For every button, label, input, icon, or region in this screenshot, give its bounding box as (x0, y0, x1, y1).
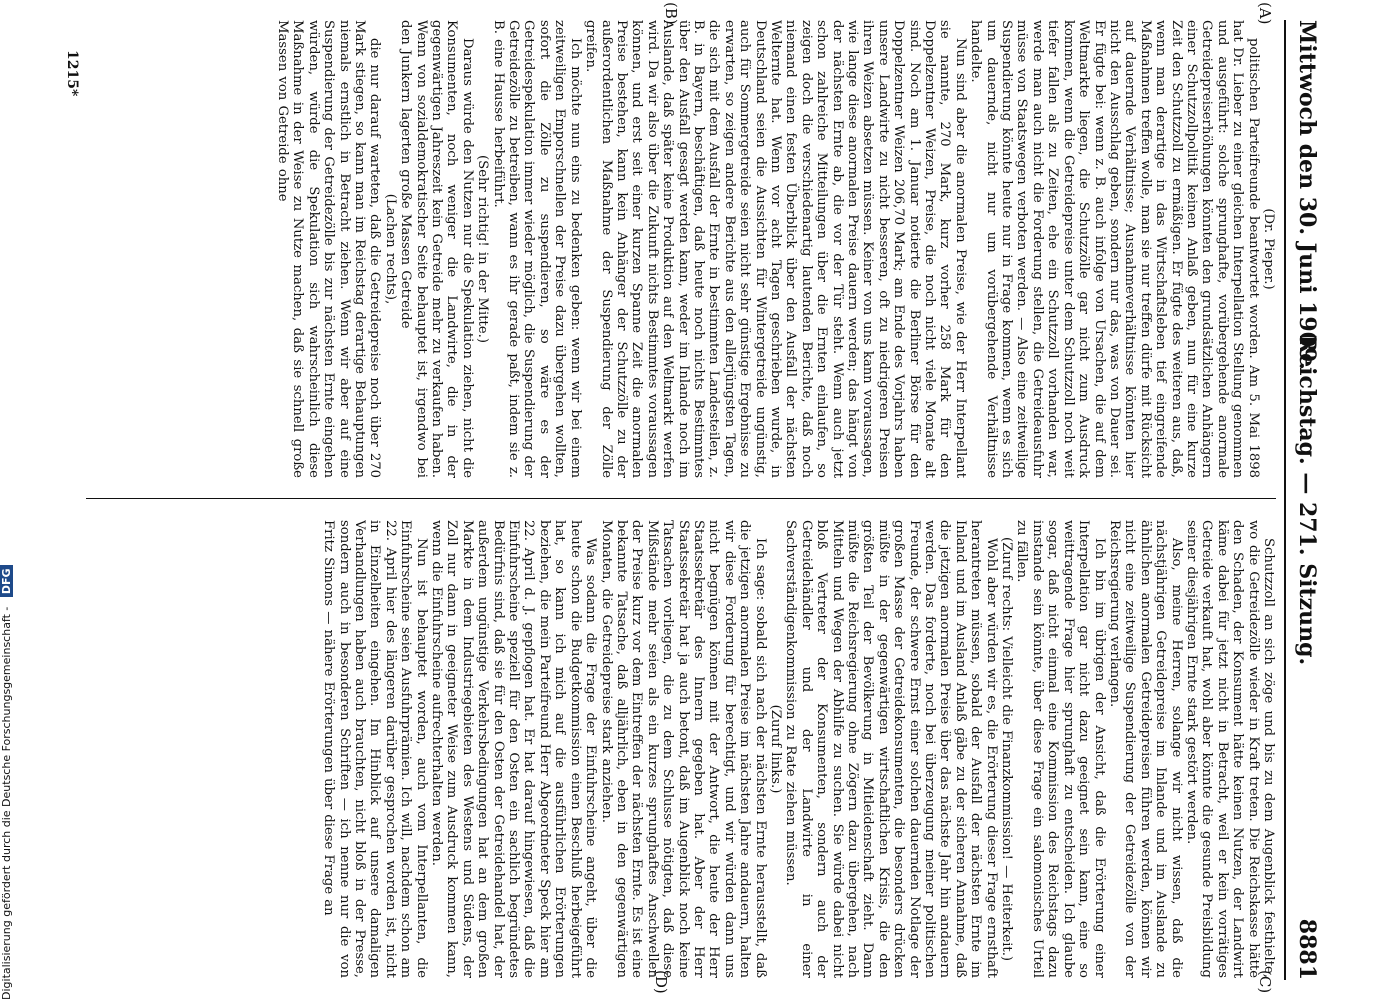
right-paragraph: Ich bin im übrigen der Ansicht, daß die Erörterung einer Interpellation gar nicht dazu geeignet sein kann, eine so weittragende Frage hier sprunghaft zu entscheiden. Ich glaube sogar, daß nicht einmal eine Kommission des Reichstags dazu imstande sein könnte, über diese Frage ein salomonisches Urteil zu fällen. (1014, 520, 1107, 978)
right-interjection: (Zuruf rechts: Vielleicht die Finanzkommission! — Heiterkeit.) (999, 536, 1015, 962)
page-header (1286, 20, 1320, 980)
speaker-note: (Dr. Pieper.) (1261, 208, 1276, 290)
column-divider (86, 498, 1276, 499)
right-paragraph: Schutzzoll an sich zöge und bis zu dem Augenblick festhielte, wo die Getreidezölle wieder in Kraft treten. Die Reichskasse hätte den Schaden, der Konsument hätte keinen Nutzen, der Landwirt käme dabei für jetzt nicht in Betracht, weil er kein vorrätiges Getreide verkauft hat, wohl aber könnte die gesunde Preisbildung seiner diesjährigen Ernte stark gestört werden. (1183, 520, 1276, 978)
right-paragraph: Also, meine Herren, solange wir nicht wissen, daß die nächstjährigen Getreidepreise im Inlande und im Auslande zu ähnlichen anormalen Getreidepreisen führen werden, können wir nicht eine zeitweilige Suspendierung der Getreidezölle von der Reichsregierung verlangen. (1106, 520, 1184, 978)
header-title: Reichstag. — 271. Sitzung. (1294, 334, 1320, 666)
margin-letter-c: (C) (1256, 970, 1274, 994)
header-page-number: 8881 (1294, 918, 1320, 980)
left-interjection: (Lachen rechts), (382, 193, 398, 305)
left-paragraph: politischen Parteifreunde beantwortet worden. Am 5. Mai 1898 hat Dr. Lieber zu einer gleichen Interpellation Stellung genommen und ausgeführt: solche sprunghafte, vorübergehende anormale Getreidepreiserhöhungen könnten den grundsätzlichen Anhängern einer Schutzzollpolitik keinen Anlaß geben, nun für eine kurze Zeit den Schutzzoll zu ermäßigen. Er fügte des weiteren aus, daß, wenn man derartige in das Wirtschaftsleben tief eingreifende Maßnahmen treffen wolle, man sie nur treffen dürfe mit Rücksicht auf dauernde Verhältnisse; Ausnahmeverhältnisse könnten hier nicht den Ausschlag geben, sondern nur das, was von Dauer sei. Er fügte bei: wenn z. B. auch infolge von Ursachen, die auf dem Weltmarkte liegen, die Schutzzölle gar nicht zum Ausdruck kommen, wenn die Getreidepreise unter dem Schutzzoll noch weit tiefer fallen als zu Zeiten, ehe ein Schutzzoll vorhanden war, werde man auch nicht die Forderung stellen, die Getreideausfuhr müsse von Staatswegen verboten werden. — Also eine zeitweilige Suspendierung könnte heute nur in Frage kommen, wenn es sich um dauernde, nicht nur um vorübergehende Verhältnisse handelte. (968, 20, 1261, 478)
margin-letter-a: (A) (1256, 2, 1274, 25)
digitization-note (0, 0, 18, 1000)
right-paragraph: Ich sage: sobald sich nach der nächsten Ernte herausstellt, daß die jetzigen anormalen Preise im nächsten Jahre andauern, halten wir diese Forderung für berechtigt, und wir würden dann uns nicht begnügen können mit der Antwort, die heute der Herr Staatssekretär des Innern gegeben hat. Aber der Herr Staatssekretär hat ja auch betont, daß im Augenblick noch keine Tatsachen vorliegen, die zu dem Schlusse nötigten, daß diese Mißstände mehr seien als ein kurzes sprunghaftes Anschwellen der Preise kurz vor dem Eintreffen der nächsten Ernte. Es ist eine bekannte Tatsache, daß alljährlich, eben in den gegenwärtigen Monaten, die Getreidepreise stark anziehen. (598, 520, 768, 978)
left-paragraph: Nun sind aber die anormalen Preise, wie der Herr Interpellant sie nannte, 270 Mark, kurz vorher 258 Mark für den Doppelzentner Weizen, Preise, die noch nicht viele Monate alt sind. Noch am 1. Januar notierte die Berliner Börse für den Doppelzentner Weizen 206,70 Mark; am Ende des Vorjahrs haben unsere Landwirte zu nicht besseren, oft zu niedrigeren Preisen ihren Weizen absetzen müssen. Keiner von uns kann voraussagen, wie lange diese anormalen Preise dauern werden; das hängt von der nächsten Ernte ab, die vor der Tür steht. Wenn auch jetzt schon zahlreiche Mitteilungen über die Ernten einlaufen, so zeigen doch die verschiedenartig lautenden Berichte, daß noch niemand einen festen Überblick über den Ausfall der nächsten Welternte hat. Wenn vor acht Tagen geschrieben wurde, in Deutschland seien die Aussichten für Wintergetreide ungünstig, auch für Sommergetreide seien nicht sehr günstige Ergebnisse zu erwarten, so zeigen andere Berichte aus den allerjüngsten Tagen, die sich mit dem Ausfall der Ernte in bestimmten Landesteilen, z. B. in Bayern, beschäftigen, daß heute noch nichts Bestimmtes über den Ausfall gesagt werden kann, weder im Inlande noch im Auslande, daß später keine Produktion auf den Weltmarkt werfen wird. Da wir also über die Zukunft nichts Bestimmtes voraussagen können, und erst seit einer kurzen Spanne Zeit die anormalen Preise bestehen, kann kein Anhänger der Schutzzölle zu der außerordentlichen Maßnahme der Suspendierung der Zölle greifen. (583, 20, 968, 478)
right-paragraph: Was sodann die Frage der Einfuhrscheine angeht, über die heute schon die Budgetkommission einen Beschluß herbeigeführt hat, so kann ich mich auf die ausführlichen Erörterungen beziehen, die mein Parteifreund Herr Abgeordneter Speck hier am 22. April d. J. gepflogen hat. Er hat darauf hingewiesen, daß die Einfuhrscheine speziell für den Osten ein sachlich begründetes Bedürfnis sind, daß sie für den Osten der Getreidehandel hat, der außerdem ungünstige Verkehrsbedingungen hat an dem großen Markte in dem Industriegebieten des Westens und Südens, der Zoll nur dann in geeigneter Weise zum Ausdruck kommen kann, wenn die Einfuhrscheine aufrechterhalten werden. (429, 520, 599, 978)
left-column (96, 20, 1276, 478)
header-date: Mittwoch den 30. Juni 1909. (1294, 20, 1320, 370)
sheet-number: 1215* (64, 50, 80, 97)
right-column (96, 520, 1276, 978)
right-paragraph: Wohl aber würden wir es, die Erörterung dieser Frage ernsthaft herantreten müssen, sobald der Ausfall der nächsten Ernte im Inland und im Ausland Anlaß gäbe zu der sicheren Annahme, daß die jetzigen anormalen Preise über das nächste Jahr hin andauern werden. Das forderte, noch bei überzeugung meiner politischen Freunde, der schwere Ernst einer solchen dauernden Notlage der großen Masse der Getreidekonsumenten, die besonders drücken müßte in der gegenwärtigen wirtschaftlichen Krisis, die den größten Teil der Bevölkerung in Mitleidenschaft zieht. Dann müßte die Reichsregierung ohne Zögern dazu übergehen, nach Mitteln und Wegen der Abhilfe zu suchen. Sie würde dabei nicht bloß Vertreter der Konsumenten, sondern auch der Getreidehändler und der Landwirte in einer Sachverständigenkommission zu Rate ziehen müssen. (783, 520, 999, 978)
left-paragraph: Ich möchte nun eins zu bedenken geben: wenn wir bei einem zeitweiligen Emporschnellen der Preise dazu übergehen wollten, sofort die Zölle zu suspendieren, so wäre es der Getreidespekulation immer wieder möglich, die Suspendierung der Getreidezölle zu betreiben, wann es ihr gerade paßt, indem sie z. B. eine Hausse herbeiführt. (490, 20, 583, 478)
right-interjection: (Zuruf links.) (768, 704, 783, 794)
left-paragraph: die nur darauf warteten, daß die Getreidepreise noch über 270 Mark stiegen, so kann man im Reichstag derartige Behauptungen niemals ernstlich in Betracht ziehen. Wenn wir aber auf eine Suspendierung der Getreidezölle bis zur nächsten Ernte eingehen würden, würde die Spekulation sich wahrscheinlich diese Maßnahme in der Weise zu Nutze machen, daß sie schnell große Massen von Getreide ohne (275, 20, 383, 478)
header-rule (1284, 20, 1286, 980)
left-interjection: (Sehr richtig! in der Mitte.) (475, 155, 491, 343)
margin-letter-b: (B) (662, 2, 680, 25)
right-paragraph: Nun ist behauptet worden, auch vom Interpellanten, die Einfuhrscheine seien Ausfuhrprämien. Ich will, nachdem schon am 22. April hier des längeren darüber gesprochen worden ist, nicht in Einzelheiten eingehen. Im Hinblick auf unsere damaligen Verhandlungen haben auch brauchten, nicht bloß in der Presse, sondern auch in besonderen Schriften — ich nenne nur die von Fritz Simons — nähere Erörterungen über diese Frage an (321, 520, 429, 978)
margin-letter-d: (D) (652, 970, 670, 994)
left-paragraph: Daraus würde den Nutzen nur die Spekulation ziehen, nicht die Konsumenten, noch weniger die Landwirte, die in der gegenwärtigen Jahreszeit kein Getreide mehr zu verkaufen haben. Wenn von sozialdemokratischer Seite behauptet ist, irgendwo bei den Junkern lagerten große Massen Getreide (398, 20, 475, 478)
dfg-logo: DFG (0, 565, 13, 597)
digitization-text: Digitalisierung gefördert durch die Deutsche Forschungsgemeinschaft - (0, 606, 13, 1000)
